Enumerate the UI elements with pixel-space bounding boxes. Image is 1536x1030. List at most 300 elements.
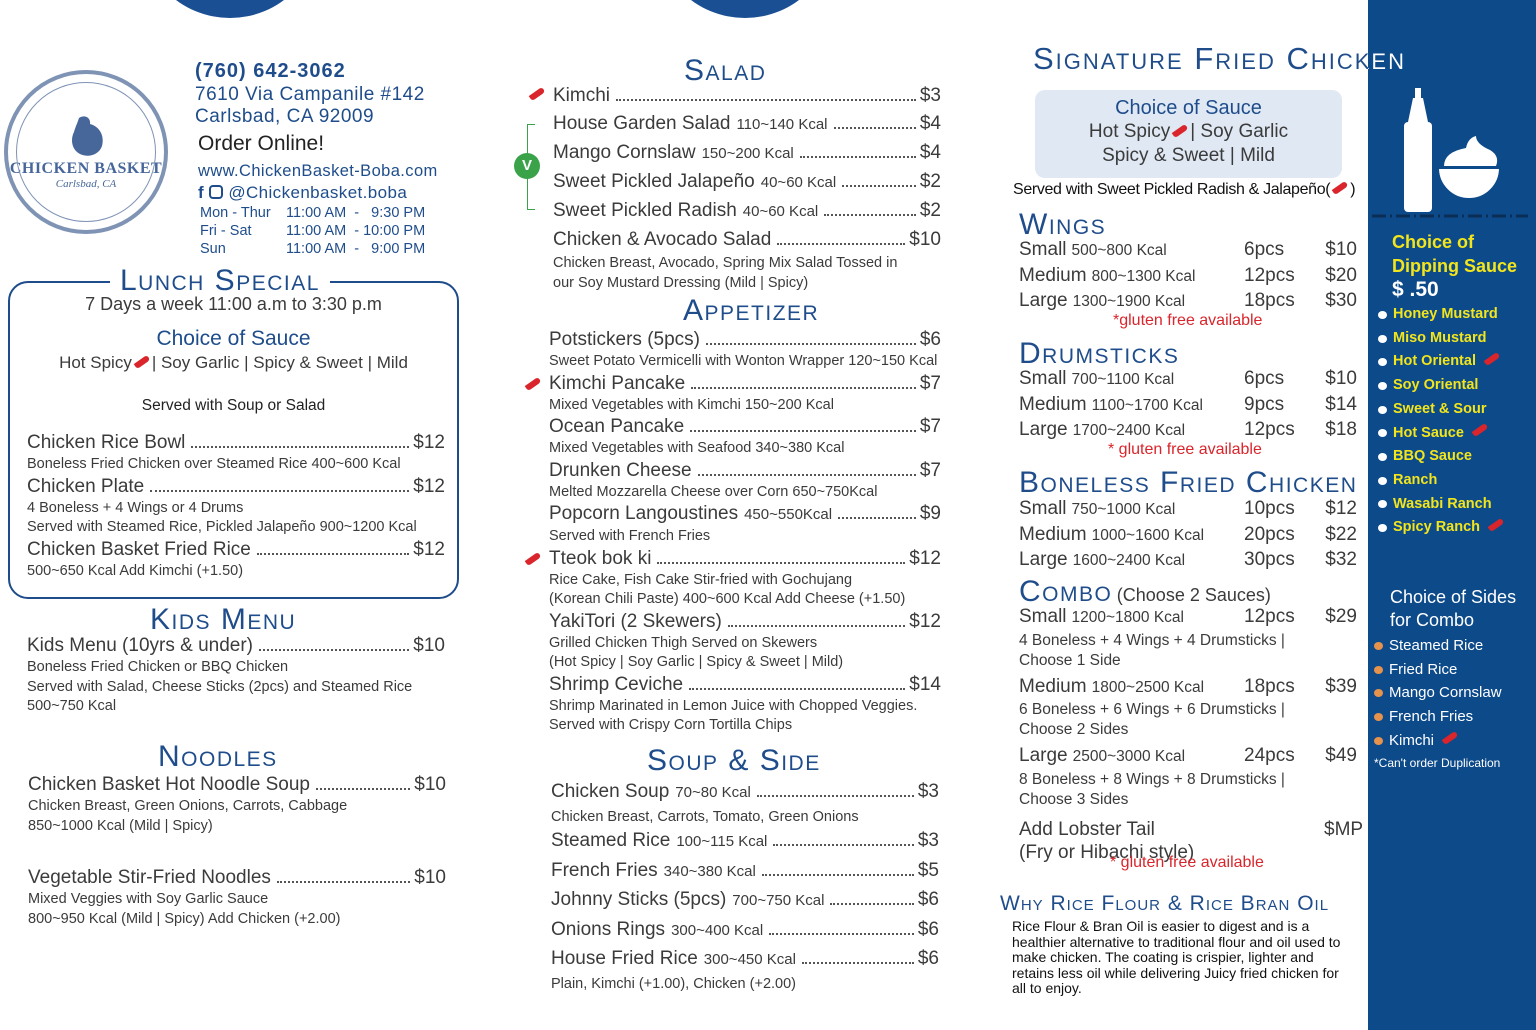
item-name: French Fries <box>551 859 658 881</box>
item-kcal: 300~400 Kcal <box>671 921 764 939</box>
item-price: $12 <box>909 610 941 632</box>
menu-item-line <box>551 778 939 808</box>
served-note <box>1013 181 1355 199</box>
item-price: $7 <box>919 459 941 481</box>
item-price: $12 <box>909 547 941 569</box>
size-name <box>1019 818 1244 844</box>
menu-item-line <box>27 538 445 562</box>
item-name: Chicken Soup <box>551 781 670 802</box>
contact-info <box>195 58 438 258</box>
chili-pepper-icon <box>1488 518 1505 532</box>
why-text: Rice Flour & Bran Oil is easier to digest and is a healthier alternative to traditional flour and oil used to make chicken. The coating is crispier, lighter and retains less oil while delivering Juicy fried chicken for all to enjoy. <box>1012 918 1341 996</box>
menu-item <box>27 431 445 475</box>
hours-time: 11:00 AM - 9:30 PM <box>286 205 426 221</box>
size-label: Add Lobster Tail <box>1019 818 1155 840</box>
size-kcal: 1300~1900 Kcal <box>1072 293 1186 310</box>
dot-leader <box>800 156 916 158</box>
side-item-label: Steamed Rice <box>1389 637 1484 654</box>
item-name: Chicken Plate <box>27 475 145 497</box>
item-description: Boneless Fried Chicken over Steamed Rice 400~600 Kcal <box>27 456 401 472</box>
item-price: $10 <box>414 867 446 888</box>
dot-leader <box>698 474 916 476</box>
size-name <box>1019 548 1244 574</box>
wings-title: Wings <box>1019 208 1107 241</box>
item-name: YakiTori (2 Skewers) <box>549 610 722 632</box>
size-kcal: 700~1100 Kcal <box>1071 371 1175 388</box>
menu-item <box>549 415 941 459</box>
sides-title-line: Choice of Sides <box>1390 587 1517 607</box>
dipping-sauce-item <box>1368 374 1506 398</box>
address-line: 7610 Via Campanile #142 <box>195 84 425 105</box>
chili-pepper-icon <box>1484 352 1501 366</box>
menu-item-line <box>28 866 446 890</box>
item-price: $9 <box>919 503 941 524</box>
served-note-end: ) <box>1350 181 1356 198</box>
size-pcs: 18pcs <box>1244 290 1295 311</box>
size-line <box>1019 523 1357 549</box>
served-note: Served with Soup or Salad <box>141 397 326 414</box>
menu-item <box>551 916 939 946</box>
dot-leader <box>616 99 916 101</box>
sauce-option: Hot Spicy <box>59 353 132 372</box>
dipping-title-line: Choice of <box>1392 232 1475 252</box>
item-name: Sweet Pickled Jalapeño <box>553 171 755 192</box>
boneless-items <box>1019 497 1357 574</box>
dot-leader <box>728 625 905 627</box>
hours-row <box>200 240 438 258</box>
size-kcal: 500~800 Kcal <box>1071 242 1167 259</box>
item-price: $12 <box>413 432 445 453</box>
size-line <box>1019 675 1357 701</box>
dot-leader <box>834 127 916 129</box>
item-kcal: 40~60 Kcal <box>760 174 837 191</box>
lunch-items <box>27 431 445 581</box>
sauce-box-line: Spicy & Sweet | Mild <box>1102 145 1275 166</box>
size-pcs: 6pcs <box>1244 368 1285 389</box>
menu-item-line <box>553 197 941 226</box>
size-description: 8 Boneless + 8 Wings + 8 Drumsticks | <box>1019 770 1285 788</box>
menu-item <box>28 866 446 929</box>
why-title: Why Rice Flour & Rice Bran Oil <box>1000 892 1330 915</box>
menu-item <box>549 372 941 416</box>
dot-leader <box>769 933 914 935</box>
size-row <box>1019 605 1357 671</box>
dipping-sauce-item-label: Sweet & Sour <box>1393 400 1487 417</box>
item-name: Shrimp Ceviche <box>549 673 684 695</box>
size-pcs: 6pcs <box>1244 239 1285 260</box>
chili-pepper-icon <box>525 551 542 565</box>
item-description: Served with Steamed Rice, Pickled Jalapeño 900~1200 Kcal <box>27 519 417 535</box>
dot-leader <box>257 553 409 555</box>
item-description: Melted Mozzarella Cheese over Corn 650~750Kcal <box>549 483 878 500</box>
item-price: $3 <box>917 781 939 802</box>
menu-item <box>27 475 445 538</box>
logo-subtext: Carlsbad, CA <box>55 178 117 190</box>
menu-item <box>549 459 941 503</box>
menu-item <box>549 502 941 547</box>
signature-title: Signature Fried Chicken <box>1033 41 1406 76</box>
size-line <box>1019 605 1357 631</box>
size-label: Large <box>1019 745 1068 766</box>
dot-leader <box>802 962 914 964</box>
item-description: Chicken Breast, Green Onions, Carrots, Cabbage <box>28 798 348 814</box>
item-name: Ocean Pancake <box>549 416 685 437</box>
size-price: $39 <box>1325 675 1357 697</box>
size-row <box>1019 367 1357 393</box>
dipping-sauce-item-label: Soy Oriental <box>1393 377 1479 394</box>
item-description: Mixed Veggies with Soy Garlic Sauce <box>28 891 269 907</box>
sauce-box-line <box>1035 120 1342 144</box>
dot-leader <box>830 903 913 905</box>
dipping-sauce-item-label: Miso Mustard <box>1393 329 1487 346</box>
item-name: Kimchi <box>553 85 611 106</box>
size-line <box>1019 289 1357 315</box>
hours-days: Mon - Thur <box>200 205 271 221</box>
side-item <box>1368 705 1502 729</box>
size-pcs: 9pcs <box>1244 393 1285 415</box>
item-price: $10 <box>414 774 446 795</box>
size-price: $10 <box>1325 368 1357 389</box>
size-label: Medium <box>1019 675 1087 697</box>
item-price: $6 <box>917 948 939 969</box>
size-line <box>1019 744 1357 770</box>
dipping-sauce-item-label: Wasabi Ranch <box>1393 495 1492 512</box>
item-name: Mango Cornslaw <box>553 142 696 163</box>
item-description: Served with Crispy Corn Tortilla Chips <box>549 717 793 733</box>
item-name: Popcorn Langoustines <box>549 503 739 524</box>
size-label: Medium <box>1019 393 1087 415</box>
menu-item-line <box>27 634 445 658</box>
size-kcal: 800~1300 Kcal <box>1091 267 1196 285</box>
menu-item <box>553 168 941 197</box>
size-pcs: 12pcs <box>1244 606 1295 627</box>
item-price: $3 <box>917 830 939 851</box>
dot-leader <box>838 517 916 519</box>
item-description: Rice Cake, Fish Cake Stir-fried with Gochujang <box>549 571 853 588</box>
dot-leader <box>689 688 905 690</box>
sauce-option: Hot Spicy <box>1088 121 1171 142</box>
hours-row <box>200 204 438 222</box>
dipping-sauce-item <box>1368 398 1506 422</box>
dipping-sauce-item-label: Hot Oriental <box>1393 353 1476 370</box>
item-price: $12 <box>413 538 445 560</box>
dipping-title-line: Dipping Sauce <box>1392 256 1518 276</box>
combo-heading <box>1019 576 1271 608</box>
sides-title-line: for Combo <box>1390 610 1475 630</box>
menu-item-line <box>553 168 941 197</box>
sides-title <box>1390 586 1516 632</box>
sauce-title: Choice of Sauce <box>156 327 311 350</box>
item-price: $4 <box>919 142 941 163</box>
menu-item-line <box>549 547 941 571</box>
drumsticks-title: Drumsticks <box>1019 337 1180 370</box>
item-description: 500~650 Kcal Add Kimchi (+1.50) <box>27 562 244 579</box>
hours-time: 11:00 AM - 9:00 PM <box>286 241 426 257</box>
item-description: our Soy Mustard Dressing (Mild | Spicy) <box>553 274 809 291</box>
size-name <box>1019 605 1244 631</box>
item-description: Grilled Chicken Thigh Served on Skewers <box>549 634 818 651</box>
dot-leader <box>824 214 916 216</box>
side-item <box>1368 729 1502 753</box>
size-description: 6 Boneless + 6 Wings + 6 Drumsticks | <box>1019 701 1285 718</box>
size-row <box>1019 548 1357 574</box>
size-price: $MP <box>1324 818 1364 840</box>
item-kcal: 70~80 Kcal <box>675 784 751 801</box>
dot-leader <box>842 185 916 187</box>
hours-row <box>200 222 438 240</box>
instagram-icon <box>209 185 223 199</box>
dot-leader <box>706 343 916 345</box>
item-price: $7 <box>919 416 941 437</box>
item-price: $4 <box>919 113 941 134</box>
size-name <box>1019 418 1244 444</box>
size-pcs: 18pcs <box>1244 675 1295 697</box>
item-price: $10 <box>413 635 445 656</box>
side-item-label: Mango Cornslaw <box>1389 684 1502 702</box>
size-pcs <box>1244 818 1324 844</box>
address-line: Carlsbad, CA 92009 <box>195 106 375 127</box>
salad-title: Salad <box>684 54 767 87</box>
decorative-circle <box>655 0 835 18</box>
dot-leader <box>773 844 913 846</box>
dipping-sauce-item <box>1368 303 1506 327</box>
logo <box>4 70 168 234</box>
size-row <box>1019 675 1357 741</box>
item-name: Kids Menu (10yrs & under) <box>27 635 253 656</box>
size-label: Medium <box>1019 523 1087 545</box>
dipping-sauce-item <box>1368 422 1506 446</box>
size-pcs: 20pcs <box>1244 523 1295 545</box>
chili-pepper-icon <box>1472 423 1489 437</box>
kids-menu-title: Kids Menu <box>150 603 297 636</box>
side-item <box>1368 634 1502 658</box>
side-item <box>1368 658 1502 682</box>
phone-number[interactable]: (760) 642-3062 <box>195 60 346 82</box>
menu-item-line <box>28 773 446 797</box>
combo-note: (Choose 2 Sauces) <box>1116 585 1271 605</box>
menu-item-line <box>549 415 941 439</box>
dipping-sauce-title <box>1392 230 1517 302</box>
dipping-sauce-item-label: Spicy Ranch <box>1393 519 1481 536</box>
salad-items <box>553 82 941 293</box>
size-label: Large <box>1019 290 1068 311</box>
item-name: Chicken Rice Bowl <box>27 432 186 453</box>
soup-items <box>551 778 939 994</box>
hours-time: 11:00 AM - 10:00 PM <box>286 223 426 239</box>
dot-leader <box>191 446 409 448</box>
size-label: Medium <box>1019 264 1087 286</box>
item-name: Onions Rings <box>551 918 666 940</box>
item-name: Steamed Rice <box>551 830 671 851</box>
size-name <box>1019 264 1244 290</box>
menu-item <box>27 634 445 717</box>
menu-item <box>549 610 941 673</box>
menu-item-line <box>549 459 941 483</box>
item-name: Kimchi Pancake <box>549 372 686 394</box>
sauce-box <box>1035 90 1342 178</box>
side-item-label: French Fries <box>1389 708 1474 726</box>
hours-days: Sun <box>200 241 226 257</box>
menu-item <box>549 673 941 736</box>
sauce-option: Mild <box>376 353 408 372</box>
size-pcs: 12pcs <box>1244 264 1295 286</box>
size-name <box>1019 744 1244 770</box>
item-name: Potstickers (5pcs) <box>549 329 700 350</box>
size-description: 4 Boneless + 4 Wings + 4 Drumsticks | <box>1019 631 1285 649</box>
size-row <box>1019 238 1357 264</box>
item-description: Boneless Fried Chicken or BBQ Chicken <box>27 659 289 675</box>
item-description: Chicken Breast, Avocado, Spring Mix Salad Tossed in <box>553 255 898 271</box>
dipping-sauce-list <box>1368 303 1506 540</box>
hours-table <box>200 204 438 258</box>
size-description: Choose 3 Sides <box>1019 790 1129 808</box>
dipping-sauce-item <box>1368 493 1506 517</box>
size-price: $22 <box>1325 523 1357 545</box>
menu-item <box>551 886 939 916</box>
item-name: House Garden Salad <box>553 113 731 134</box>
noodle-items <box>28 773 446 929</box>
item-description: 800~950 Kcal (Mild | Spicy) Add Chicken (+2.00) <box>28 910 341 927</box>
item-kcal: 340~380 Kcal <box>663 862 756 880</box>
dipping-sauce-item <box>1368 327 1506 351</box>
dot-leader <box>777 243 905 245</box>
size-row <box>1019 289 1357 315</box>
size-price: $49 <box>1325 745 1357 766</box>
served-note-text: Served with Sweet Pickled Radish & Jalapeño( <box>1013 181 1331 198</box>
size-pcs: 12pcs <box>1244 419 1295 440</box>
item-name: Chicken & Avocado Salad <box>553 229 772 250</box>
size-name <box>1019 367 1244 393</box>
sauce-option: | Soy Garlic <box>1190 121 1289 142</box>
menu-item-line <box>551 857 939 887</box>
menu-item <box>553 82 941 110</box>
menu-item <box>551 857 939 887</box>
size-pcs: 30pcs <box>1244 549 1295 570</box>
chili-pepper-icon <box>134 355 151 369</box>
size-price: $18 <box>1325 419 1357 440</box>
size-line <box>1019 418 1357 444</box>
dot-leader <box>690 430 916 432</box>
item-price: $3 <box>919 85 941 106</box>
dipping-sauce-item <box>1368 469 1506 493</box>
item-kcal: 450~550Kcal <box>744 506 833 523</box>
item-name: Tteok bok ki <box>549 547 652 569</box>
size-price: $32 <box>1325 549 1357 570</box>
size-line <box>1019 497 1357 523</box>
item-price: $5 <box>917 859 939 881</box>
size-label: Large <box>1019 419 1068 440</box>
dot-leader <box>691 387 916 389</box>
item-description: Served with Salad, Cheese Sticks (2pcs) and Steamed Rice <box>27 678 413 695</box>
item-kcal: 150~200 Kcal <box>701 145 794 162</box>
appetizer-items <box>549 328 941 736</box>
size-label: Small <box>1019 368 1067 389</box>
size-price: $14 <box>1325 393 1357 415</box>
item-description: 500~750 Kcal <box>27 698 117 714</box>
dot-leader <box>757 795 914 797</box>
dot-leader <box>316 788 410 790</box>
vegan-icon: V <box>514 153 540 179</box>
size-label: Small <box>1019 239 1067 260</box>
item-description: (Hot Spicy | Soy Garlic | Spicy & Sweet | Mild) <box>549 654 844 670</box>
size-line <box>1019 548 1357 574</box>
menu-item-line <box>553 139 941 168</box>
menu-item-line <box>549 328 941 352</box>
size-pcs: 24pcs <box>1244 745 1295 766</box>
size-description: Choose 1 Side <box>1019 651 1121 669</box>
size-price: $10 <box>1325 239 1357 260</box>
menu-item-line <box>551 827 939 857</box>
size-description: Choose 2 Sides <box>1019 721 1129 738</box>
item-name: Chicken Basket Fried Rice <box>27 538 251 560</box>
size-line <box>1019 393 1357 419</box>
combo-items <box>1019 605 1364 863</box>
size-name <box>1019 289 1244 315</box>
size-pcs: 10pcs <box>1244 498 1295 519</box>
item-price: $6 <box>917 889 939 910</box>
menu-item <box>553 139 941 168</box>
size-row <box>1019 418 1357 444</box>
social-handle[interactable] <box>198 182 438 204</box>
item-description: 4 Boneless + 4 Wings or 4 Drums <box>27 499 244 516</box>
wings-items <box>1019 238 1357 315</box>
item-price: $2 <box>919 200 941 221</box>
item-kcal: 300~450 Kcal <box>703 951 796 968</box>
item-name: Drunken Cheese <box>549 459 692 481</box>
chili-pepper-icon <box>1332 181 1349 195</box>
menu-item <box>553 226 941 293</box>
menu-item-line <box>27 475 445 499</box>
item-name: Johnny Sticks (5pcs) <box>551 889 727 910</box>
duplication-note: *Can't order Duplication <box>1374 756 1501 770</box>
size-price: $20 <box>1325 264 1357 286</box>
dipping-sauce-item <box>1368 350 1506 374</box>
noodles-title: Noodles <box>158 740 278 773</box>
menu-item <box>553 110 941 139</box>
size-price: $29 <box>1325 606 1357 627</box>
chili-pepper-icon <box>1442 731 1459 745</box>
sidebar <box>1368 0 1536 1030</box>
menu-item-line <box>553 110 941 139</box>
item-name: Sweet Pickled Radish <box>553 200 737 221</box>
dot-leader <box>277 881 410 883</box>
size-row <box>1019 523 1357 549</box>
item-kcal: 100~115 Kcal <box>676 833 768 850</box>
order-online-label: Order Online! <box>198 132 325 155</box>
side-item <box>1368 681 1502 705</box>
menu-item <box>549 547 941 610</box>
chili-pepper-icon <box>1172 124 1189 138</box>
website-link[interactable]: www.ChickenBasket-Boba.com <box>198 162 438 180</box>
gluten-free-note: *gluten free available <box>1113 312 1263 329</box>
item-price: $14 <box>909 673 941 695</box>
sauce-option: Spicy & Sweet | <box>253 353 372 372</box>
size-row <box>1019 497 1357 523</box>
item-description: Sweet Potato Vermicelli with Wonton Wrapper 120~150 Kcal <box>549 353 938 369</box>
menu-item-line <box>549 372 941 396</box>
appetizer-title: Appetizer <box>683 294 820 327</box>
item-price: $10 <box>909 229 941 250</box>
item-kcal: 110~140 Kcal <box>736 116 828 133</box>
size-line <box>1019 818 1364 844</box>
dot-leader <box>259 649 409 651</box>
item-price: $6 <box>919 329 941 350</box>
item-description: Served with French Fries <box>549 528 711 544</box>
size-price: $30 <box>1325 290 1357 311</box>
social-handle-text: @Chickenbasket.boba <box>228 183 408 202</box>
size-kcal: 750~1000 Kcal <box>1071 501 1176 518</box>
boneless-title: Boneless Fried Chicken <box>1019 466 1358 499</box>
